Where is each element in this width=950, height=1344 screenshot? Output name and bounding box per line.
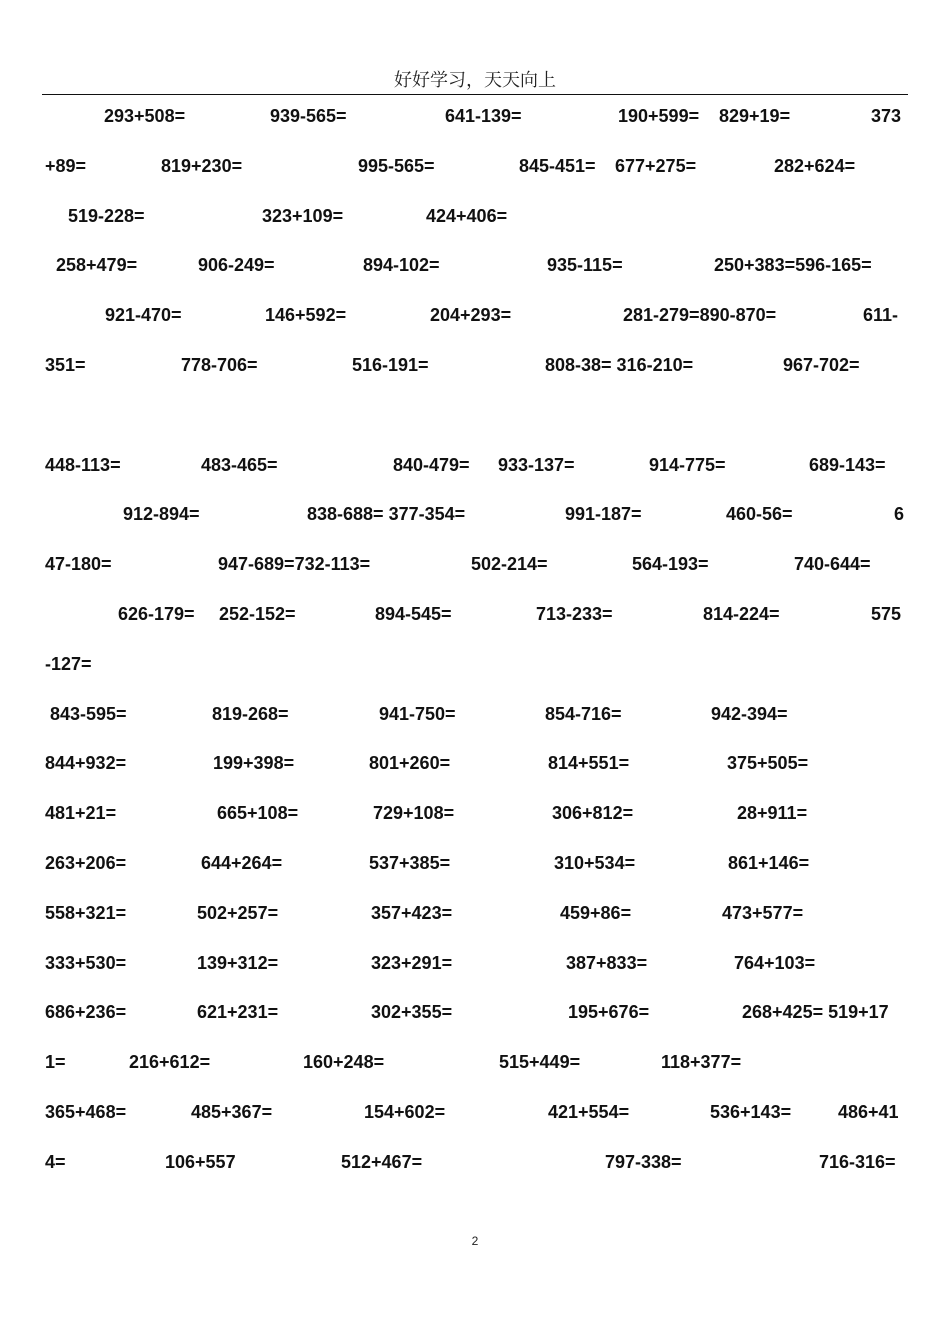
arithmetic-problem: 829+19= [719,106,791,126]
arithmetic-problem: 941-750= [379,704,456,724]
problem-line [0,704,950,730]
arithmetic-problem: 199+398= [213,753,295,773]
arithmetic-problem: 942-394= [711,704,788,724]
arithmetic-problem: 118+377= [661,1052,742,1072]
arithmetic-problem: 375+505= [727,753,809,773]
arithmetic-problem: 459+86= [560,903,632,923]
arithmetic-problem: 740-644= [794,554,871,574]
arithmetic-problem: 519-228= [68,206,145,226]
arithmetic-problem: 814+551= [548,753,630,773]
arithmetic-problem: 894-102= [363,255,440,275]
arithmetic-problem: 716-316= [819,1152,896,1172]
arithmetic-problem: 481+21= [45,803,117,823]
arithmetic-problem: 935-115= [547,255,623,275]
page-number: 2 [471,1234,479,1248]
problem-line [0,953,950,979]
arithmetic-problem: 216+612= [129,1052,211,1072]
arithmetic-problem: 644+264= [201,853,283,873]
arithmetic-problem: 912-894= [123,504,200,524]
arithmetic-problem: 844+932= [45,753,127,773]
arithmetic-problem: 729+108= [373,803,455,823]
arithmetic-problem: 814-224= [703,604,780,624]
arithmetic-problem: 250+383=596-165= [714,255,872,275]
problem-line [0,654,950,680]
arithmetic-problem: 190+599= [618,106,700,126]
arithmetic-problem: 854-716= [545,704,622,724]
arithmetic-problem: 473+577= [722,903,804,923]
arithmetic-problem: 947-689=732-113= [218,554,371,574]
arithmetic-problem: 840-479= [393,455,470,475]
arithmetic-problem: 486+41 [838,1102,899,1122]
arithmetic-problem: 302+355= [371,1002,453,1022]
problem-line [0,853,950,879]
arithmetic-problem: 310+534= [554,853,636,873]
problem-line [0,1002,950,1028]
arithmetic-problem: 373 [871,106,902,126]
problem-line [0,255,950,281]
page-header-title: 好好学习，天天向上 [394,70,556,91]
arithmetic-problem: 502+257= [197,903,279,923]
arithmetic-problem: 797-338= [605,1152,682,1172]
arithmetic-problem: 139+312= [197,953,279,973]
arithmetic-problem: 485+367= [191,1102,273,1122]
arithmetic-problem: 252-152= [219,604,296,624]
problem-line [0,1052,950,1078]
arithmetic-problem: 778-706= [181,355,258,375]
arithmetic-problem: 713-233= [536,604,613,624]
problem-line [0,305,950,331]
problem-line [0,903,950,929]
arithmetic-problem: 575 [871,604,902,624]
arithmetic-problem: 154+602= [364,1102,446,1122]
arithmetic-problem: 293+508= [104,106,186,126]
problem-line [0,504,950,530]
arithmetic-problem: 258+479= [56,255,138,275]
arithmetic-problem: 939-565= [270,106,347,126]
arithmetic-problem: 967-702= [783,355,860,375]
arithmetic-problem: 845-451= [519,156,596,176]
header-divider [42,94,908,95]
arithmetic-problem: 537+385= [369,853,451,873]
arithmetic-problem: 204+293= [430,305,512,325]
arithmetic-problem: 195+676= [568,1002,650,1022]
arithmetic-problem: 686+236= [45,1002,127,1022]
arithmetic-problem: 626-179= [118,604,195,624]
arithmetic-problem: 914-775= [649,455,726,475]
problem-line [0,156,950,182]
problem-line [0,1102,950,1128]
problem-line [0,405,950,431]
arithmetic-problem: 819+230= [161,156,243,176]
arithmetic-problem: 448-113= [45,455,121,475]
arithmetic-problem: 991-187= [565,504,642,524]
problem-line [0,1152,950,1178]
arithmetic-problem: 995-565= [358,156,435,176]
arithmetic-problem: 801+260= [369,753,451,773]
arithmetic-problem: 28+911= [737,803,808,823]
arithmetic-problem: 4= [45,1152,66,1172]
arithmetic-problem: 808-38= 316-210= [545,355,694,375]
arithmetic-problem: 564-193= [632,554,709,574]
arithmetic-problem: 764+103= [734,953,816,973]
arithmetic-problem: 387+833= [566,953,648,973]
arithmetic-problem: 906-249= [198,255,275,275]
arithmetic-problem: 621+231= [197,1002,279,1022]
arithmetic-problem: +89= [45,156,87,176]
arithmetic-problem: 365+468= [45,1102,127,1122]
arithmetic-problem: 516-191= [352,355,429,375]
arithmetic-problem: 933-137= [498,455,575,475]
arithmetic-problem: 861+146= [728,853,810,873]
arithmetic-problem: 333+530= [45,953,127,973]
problem-line [0,554,950,580]
problem-line [0,355,950,381]
arithmetic-problem: 677+275= [615,156,697,176]
problem-line [0,455,950,481]
arithmetic-problem: 515+449= [499,1052,581,1072]
arithmetic-problem: 106+557 [165,1152,236,1172]
arithmetic-problem: 146+592= [265,305,347,325]
arithmetic-problem: 921-470= [105,305,182,325]
arithmetic-problem: 838-688= 377-354= [307,504,466,524]
problem-line [0,753,950,779]
arithmetic-problem: 421+554= [548,1102,630,1122]
arithmetic-problem: 665+108= [217,803,299,823]
arithmetic-problem: 483-465= [201,455,278,475]
arithmetic-problem: 512+467= [341,1152,423,1172]
arithmetic-problem: 1= [45,1052,66,1072]
arithmetic-problem: 281-279=890-870= [623,305,777,325]
arithmetic-problem: 502-214= [471,554,548,574]
arithmetic-problem: 323+109= [262,206,344,226]
arithmetic-problem: 819-268= [212,704,289,724]
arithmetic-problem: 460-56= [726,504,793,524]
arithmetic-problem: 323+291= [371,953,453,973]
arithmetic-problem: 282+624= [774,156,856,176]
arithmetic-problem: 351= [45,355,86,375]
arithmetic-problem: 558+321= [45,903,127,923]
arithmetic-problem: 536+143= [710,1102,792,1122]
arithmetic-problem: 306+812= [552,803,634,823]
arithmetic-problem: 894-545= [375,604,452,624]
arithmetic-problem: -127= [45,654,92,674]
problem-line [0,803,950,829]
arithmetic-problem: 47-180= [45,554,112,574]
problem-line [0,604,950,630]
arithmetic-problem: 641-139= [445,106,522,126]
arithmetic-problem: 6 [894,504,905,524]
arithmetic-problem: 843-595= [50,704,127,724]
arithmetic-problem: 611- [863,305,899,325]
arithmetic-problem: 263+206= [45,853,127,873]
problem-line [0,106,950,132]
arithmetic-problem: 357+423= [371,903,453,923]
problem-line [0,206,950,232]
arithmetic-problem: 424+406= [426,206,508,226]
arithmetic-problem: 689-143= [809,455,886,475]
arithmetic-problem: 268+425= 519+17 [742,1002,889,1022]
arithmetic-problem: 160+248= [303,1052,385,1072]
